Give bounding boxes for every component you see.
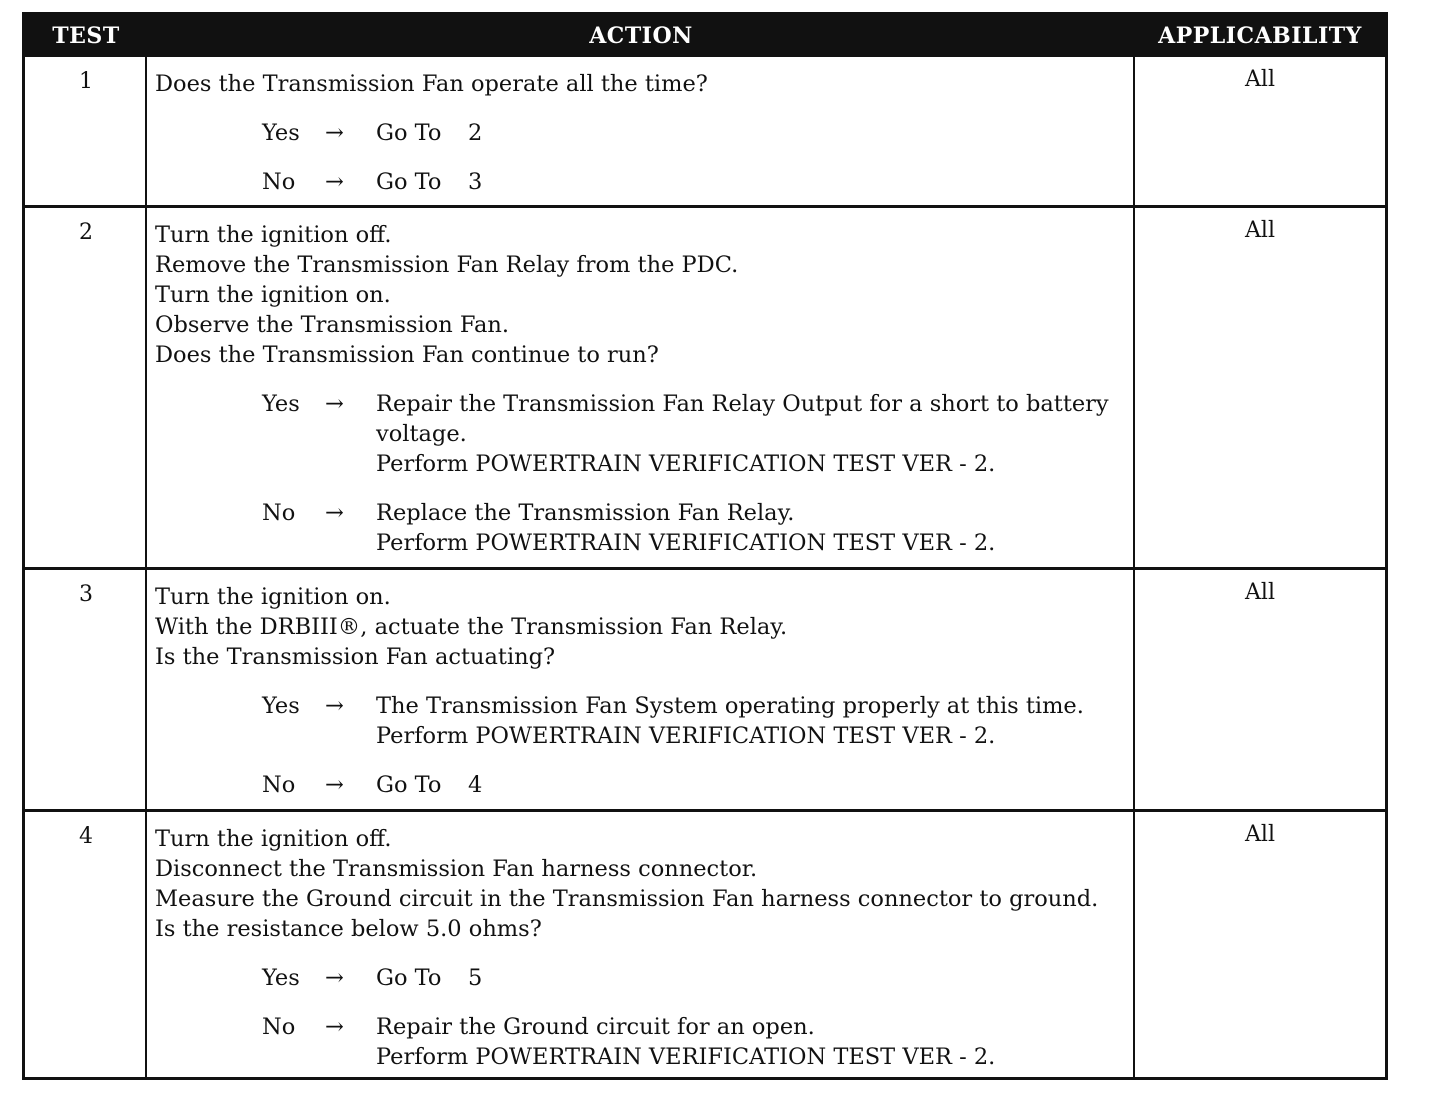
no-label: No — [262, 772, 296, 798]
step-line: Turn the ignition off. — [155, 222, 392, 248]
header-applicability: APPLICABILITY — [1158, 23, 1362, 49]
table-row — [25, 809, 1385, 1077]
table-row — [25, 567, 1385, 809]
yes-label: Yes — [262, 391, 300, 417]
step-line: Turn the ignition on. — [155, 282, 391, 308]
no-label: No — [262, 1014, 296, 1040]
step-line: Disconnect the Transmission Fan harness connector. — [155, 856, 758, 882]
yes-branch — [155, 691, 1130, 751]
table-row — [25, 205, 1385, 567]
no-label: No — [262, 169, 296, 195]
step-line: Turn the ignition off. — [155, 826, 392, 852]
step-line: Observe the Transmission Fan. — [155, 312, 510, 338]
no-branch — [155, 770, 1130, 800]
no-branch — [155, 1012, 1130, 1072]
arrow-right-icon: → — [325, 120, 344, 146]
applicability-value: All — [1245, 822, 1275, 847]
action-cell — [155, 582, 1130, 800]
goto-text: Go To — [376, 169, 442, 195]
arrow-right-icon: → — [325, 391, 344, 417]
result-line: Perform POWERTRAIN VERIFICATION TEST VER - 2. — [376, 723, 996, 749]
applicability-value: All — [1245, 67, 1275, 92]
result-line: Perform POWERTRAIN VERIFICATION TEST VER - 2. — [376, 451, 996, 477]
step-line: Measure the Ground circuit in the Transmission Fan harness connector to ground. — [155, 886, 1099, 912]
step-line: Turn the ignition on. — [155, 584, 391, 610]
test-number: 2 — [79, 220, 93, 245]
header-test: TEST — [52, 23, 120, 49]
header-action: ACTION — [589, 23, 693, 49]
no-label: No — [262, 500, 296, 526]
step-line: Does the Transmission Fan operate all the time? — [155, 71, 708, 97]
action-cell — [155, 824, 1130, 1072]
yes-label: Yes — [262, 693, 300, 719]
action-cell — [155, 220, 1130, 558]
result-line: Perform POWERTRAIN VERIFICATION TEST VER - 2. — [376, 1044, 996, 1070]
arrow-right-icon: → — [325, 1014, 344, 1040]
yes-branch — [155, 118, 1130, 148]
result-line: The Transmission Fan System operating properly at this time. — [376, 693, 1084, 719]
step-line: Is the Transmission Fan actuating? — [155, 644, 556, 670]
step-line: Remove the Transmission Fan Relay from the PDC. — [155, 252, 739, 278]
arrow-right-icon: → — [325, 965, 344, 991]
goto-target: 4 — [468, 772, 483, 798]
goto-target: 3 — [468, 169, 483, 195]
table-row — [25, 57, 1385, 207]
yes-label: Yes — [262, 120, 300, 146]
action-cell — [155, 69, 1130, 197]
goto-text: Go To — [376, 772, 442, 798]
goto-text: Go To — [376, 965, 442, 991]
step-line: Does the Transmission Fan continue to run? — [155, 342, 659, 368]
no-branch — [155, 498, 1130, 558]
yes-branch — [155, 389, 1130, 479]
goto-target: 2 — [468, 120, 483, 146]
arrow-right-icon: → — [325, 772, 344, 798]
result-line: Repair the Transmission Fan Relay Output for a short to battery — [376, 391, 1109, 417]
goto-target: 5 — [468, 965, 483, 991]
diagnostic-table — [22, 12, 1388, 1080]
test-number: 3 — [79, 582, 93, 607]
arrow-right-icon: → — [325, 500, 344, 526]
no-branch — [155, 167, 1130, 197]
yes-label: Yes — [262, 965, 300, 991]
table-header — [25, 15, 1385, 57]
result-line: Perform POWERTRAIN VERIFICATION TEST VER - 2. — [376, 530, 996, 556]
arrow-right-icon: → — [325, 693, 344, 719]
applicability-value: All — [1245, 218, 1275, 243]
result-line: voltage. — [376, 421, 467, 447]
test-number: 4 — [79, 824, 93, 849]
step-line: With the DRBIII®, actuate the Transmission Fan Relay. — [155, 614, 788, 640]
result-line: Replace the Transmission Fan Relay. — [376, 500, 795, 526]
result-line: Repair the Ground circuit for an open. — [376, 1014, 815, 1040]
arrow-right-icon: → — [325, 169, 344, 195]
yes-branch — [155, 963, 1130, 993]
step-line: Is the resistance below 5.0 ohms? — [155, 916, 542, 942]
goto-text: Go To — [376, 120, 442, 146]
applicability-value: All — [1245, 580, 1275, 605]
test-number: 1 — [79, 69, 93, 94]
